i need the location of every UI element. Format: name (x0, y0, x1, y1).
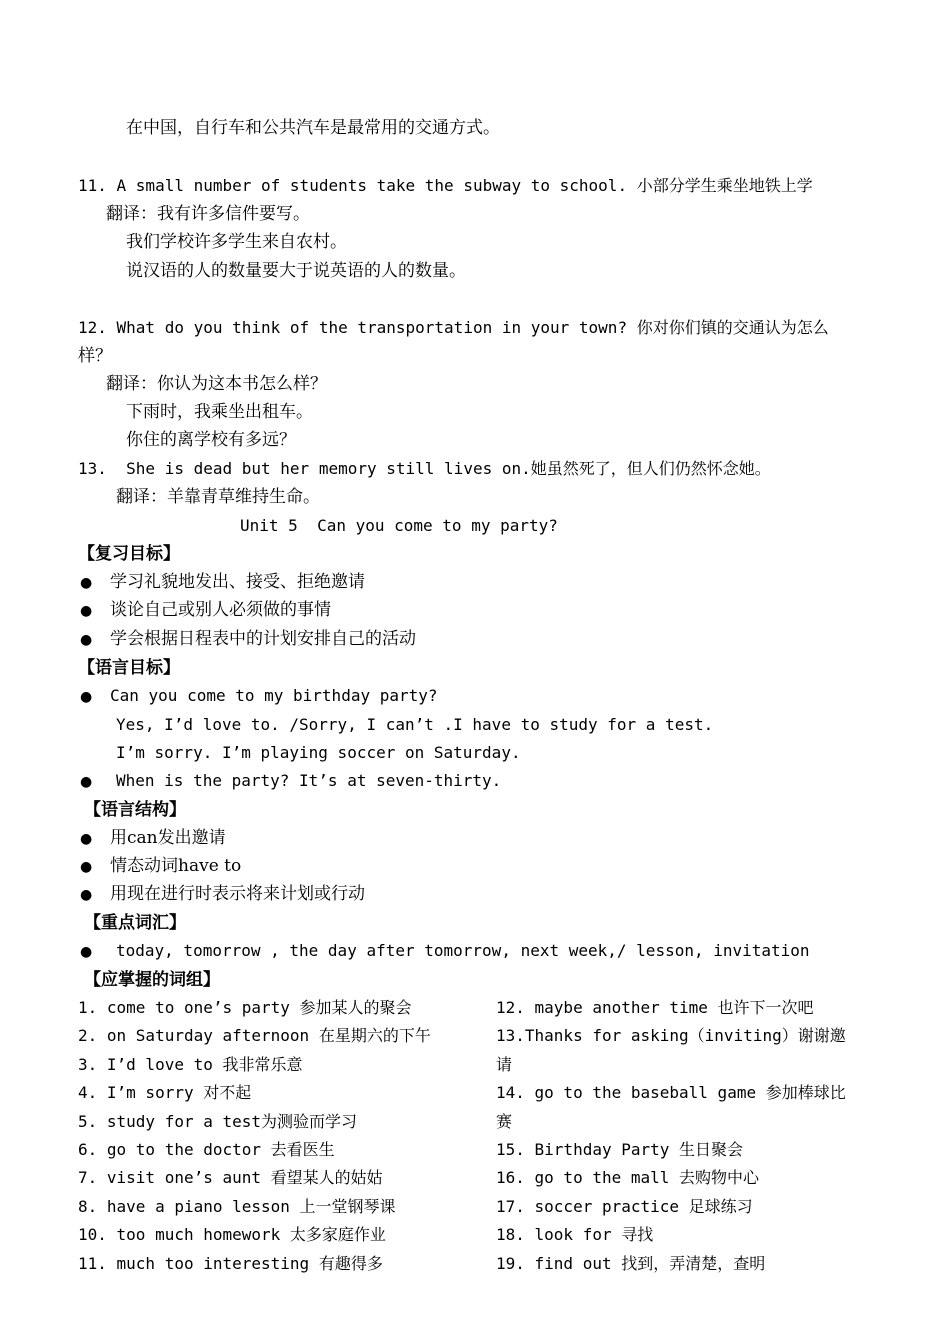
phrase-item: 7. visit one’s aunt 看望某人的姑姑 (78, 1168, 383, 1188)
review-item: 学习礼貌地发出、接受、拒绝邀请 (110, 572, 365, 592)
item-11: 11. A small number of students take the subway to school. 小部分学生乘坐地铁上学 (78, 176, 813, 195)
translation-line: 我们学校许多学生来自农村。 (126, 232, 347, 252)
bullet-icon: ● (80, 944, 93, 960)
phrase-item: 10. too much homework 太多家庭作业 (78, 1225, 386, 1245)
item-13: 13. She is dead but her memory still lives on.她虽然死了，但人们仍然怀念她。 (78, 459, 771, 478)
phrase-item: 17. soccer practice 足球练习 (496, 1196, 753, 1216)
translation-line: 翻译：羊靠青草维持生命。 (116, 487, 320, 507)
phrase-item: 11. much too interesting 有趣得多 (78, 1253, 383, 1273)
language-line: Yes, I’d love to. /Sorry, I can’t .I have to study for a test. (116, 715, 714, 734)
language-item: When is the party? It’s at seven-thirty. (116, 771, 502, 790)
language-item: Can you come to my birthday party? (110, 686, 438, 705)
phrase-item: 15. Birthday Party 生日聚会 (496, 1139, 744, 1159)
phrase-item-continuation: 请 (496, 1054, 513, 1074)
review-item: 谈论自己或别人必须做的事情 (110, 600, 331, 620)
text-line: 在中国，自行车和公共汽车是最常用的交通方式。 (126, 118, 500, 138)
phrase-item: 14. go to the baseball game 参加棒球比 (496, 1083, 846, 1103)
phrase-item: 2. on Saturday afternoon 在星期六的下午 (78, 1026, 431, 1046)
item-12-continuation: 样？ (78, 346, 112, 366)
phrase-item: 5. study for a test为测验而学习 (78, 1111, 358, 1131)
unit-title: Unit 5 Can you come to my party? (240, 516, 558, 535)
bullet-icon: ● (80, 575, 93, 591)
translation-line: 翻译：我有许多信件要写。 (106, 204, 310, 224)
phrases-left-column (78, 994, 488, 1278)
review-item: 学会根据日程表中的计划安排自己的活动 (110, 629, 416, 649)
structure-heading: 【语言结构】 (84, 800, 186, 820)
bullet-icon: ● (80, 774, 93, 790)
translation-line: 说汉语的人的数量要大于说英语的人的数量。 (126, 261, 466, 281)
item-12: 12. What do you think of the transportation in your town? 你对你们镇的交通认为怎么 (78, 318, 829, 337)
phrases-right-column (496, 994, 896, 1278)
phrase-item: 16. go to the mall 去购物中心 (496, 1168, 760, 1188)
vocab-heading: 【重点词汇】 (84, 913, 186, 933)
phrase-item-continuation: 赛 (496, 1111, 513, 1131)
phrase-item: 4. I’m sorry 对不起 (78, 1083, 252, 1103)
phrase-item: 13.Thanks for asking（inviting）谢谢邀 (496, 1026, 846, 1046)
language-line: I’m sorry. I’m playing soccer on Saturday. (116, 743, 521, 762)
bullet-icon: ● (80, 689, 93, 705)
phrase-item: 8. have a piano lesson 上一堂钢琴课 (78, 1196, 396, 1216)
phrases-heading: 【应掌握的词组】 (84, 970, 220, 990)
translation-line: 翻译：你认为这本书怎么样？ (106, 374, 327, 394)
structure-item: 用can发出邀请 (110, 828, 226, 848)
phrase-item: 3. I’d love to 我非常乐意 (78, 1054, 303, 1074)
bullet-icon: ● (80, 831, 93, 847)
bullet-icon: ● (80, 603, 93, 619)
bullet-icon: ● (80, 887, 93, 903)
translation-line: 下雨时，我乘坐出租车。 (126, 402, 313, 422)
phrase-item: 12. maybe another time 也许下一次吧 (496, 998, 814, 1017)
phrase-item: 1. come to one’s party 参加某人的聚会 (78, 998, 412, 1017)
vocab-line: today, tomorrow , the day after tomorrow, next week,/ lesson, invitation (116, 941, 810, 960)
phrase-item: 6. go to the doctor 去看医生 (78, 1139, 335, 1159)
language-heading: 【语言目标】 (78, 658, 180, 678)
review-heading: 【复习目标】 (78, 544, 180, 564)
structure-item: 情态动词have to (110, 856, 242, 876)
phrase-item: 19. find out 找到，弄清楚，查明 (496, 1253, 766, 1273)
phrase-item: 18. look for 寻找 (496, 1225, 654, 1245)
bullet-icon: ● (80, 632, 93, 648)
bullet-icon: ● (80, 859, 93, 875)
structure-item: 用现在进行时表示将来计划或行动 (110, 884, 365, 904)
translation-line: 你住的离学校有多远？ (126, 430, 296, 450)
